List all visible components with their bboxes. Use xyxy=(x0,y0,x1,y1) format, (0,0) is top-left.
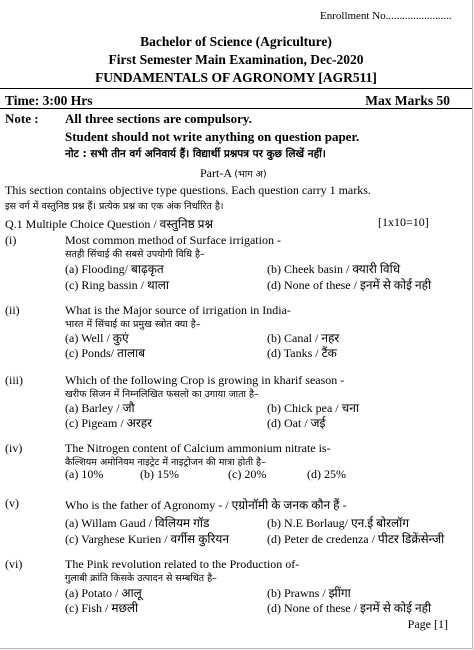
question-number: (v) xyxy=(5,496,19,510)
option-a: (a) Barley / जौ xyxy=(65,401,135,415)
question-text-hindi: कैल्शियम अमोनियम नाइट्रेट में नाइट्रोजन की मात्रा होती है– xyxy=(65,457,266,468)
note-label: Note : xyxy=(5,111,39,126)
part-a-title xyxy=(200,166,267,181)
part-a-label: Part-A xyxy=(200,166,232,180)
note-line-2: Student should not write anything on question paper. xyxy=(65,129,360,144)
option-d: (d) None of these / इनमें से कोई नही xyxy=(267,601,432,615)
question-number: (iii) xyxy=(5,373,23,387)
option-a: (a) 10% xyxy=(65,467,104,481)
course-title: FUNDAMENTALS OF AGRONOMY [AGR511] xyxy=(95,70,377,85)
exam-title: First Semester Main Examination, Dec-2020 xyxy=(108,52,364,67)
enrollment-number: Enrollment No........................ xyxy=(320,10,452,22)
question-number: (iv) xyxy=(5,441,23,455)
option-b: (b) N.E Borlaug/ एन.ई बोरलॉग xyxy=(267,516,410,530)
option-d: (d) Oat / जई xyxy=(267,416,326,430)
option-a: (a) Potato / आलू xyxy=(65,586,142,600)
question-marks: [1x10=10] xyxy=(378,215,429,229)
option-c: (c) 20% xyxy=(228,467,267,481)
question-text-hindi: खरीफ सिजन में निम्नलिखित फसलो का उगाया जाता है– xyxy=(65,389,259,400)
question-text: Which of the following Crop is growing in kharif season - xyxy=(65,373,345,387)
top-rule xyxy=(0,88,472,89)
option-b: (b) Chick pea / चना xyxy=(267,401,360,415)
section-description-hindi: इस वर्ग में वस्तुनिष्ठ प्रश्न हैं। प्रत्येक प्रश्न का एक अंक निर्धारित है। xyxy=(5,201,224,212)
part-a-label-hindi: (भाग अ) xyxy=(234,169,267,180)
option-d: (d) 25% xyxy=(307,467,346,481)
question-text: What is the Major source of irrigation in India- xyxy=(65,303,291,317)
page-number: Page [1] xyxy=(407,617,448,631)
note-line-1: All three sections are compulsory. xyxy=(65,111,252,126)
option-c: (c) Ring bassin / थाला xyxy=(65,278,170,292)
max-marks: Max Marks 50 xyxy=(365,93,450,108)
option-a: (a) Willam Gaud / विलियम गॉड xyxy=(65,516,210,530)
option-c: (c) Varghese Kurien / वर्गीस कुरियन xyxy=(65,532,230,546)
question-text-hindi: भारत में सिंचाई का प्रमुख स्त्रोत क्या है– xyxy=(65,319,201,330)
question-text-hindi: गुलाबी क्रांति किसके उत्पादन से सम्बधित है– xyxy=(65,573,217,584)
question-number: (vi) xyxy=(5,557,23,571)
question-number: (ii) xyxy=(5,303,20,317)
question-heading: Q.1 Multiple Choice Question / वस्तुनिष्ठ प्रश्न xyxy=(5,217,213,231)
option-b: (b) 15% xyxy=(140,467,179,481)
question-text: The Nitrogen content of Calcium ammonium nitrate is- xyxy=(65,441,331,455)
option-b: (b) Cheek basin / क्यारी विधि xyxy=(267,262,401,276)
time-label: Time: 3:00 Hrs xyxy=(5,93,93,108)
option-c: (c) Pigeam / अरहर xyxy=(65,416,153,430)
question-text-hindi: सतही सिंचाई की सबसे उपयोगी विधि है– xyxy=(65,249,205,260)
question-text: Who is the father of Agronomy - / एग्रोनॉमी के जनक कौन हैं - xyxy=(65,498,347,512)
option-d: (d) Peter de credenza / पीटर डिक्रेंसेन्जी xyxy=(267,532,445,546)
option-b: (b) Canal / नहर xyxy=(267,331,340,345)
question-text: The Pink revolution related to the Production of- xyxy=(65,557,300,571)
question-text: Most common method of Surface irrigation - xyxy=(65,233,281,247)
option-c: (c) Fish / मछली xyxy=(65,601,139,615)
option-a: (a) Well / कुएं xyxy=(65,331,129,345)
degree-title: Bachelor of Science (Agriculture) xyxy=(140,34,332,49)
option-c: (c) Ponds/ तालाब xyxy=(65,346,146,360)
bottom-rule xyxy=(0,108,472,109)
option-d: (d) None of these / इनमें से कोई नही xyxy=(267,278,432,292)
question-number: (i) xyxy=(5,233,17,247)
option-a: (a) Flooding/ बाढ़कृत xyxy=(65,262,164,276)
section-description: This section contains objective type questions. Each question carry 1 marks. xyxy=(5,183,371,197)
note-line-3-hindi: नोट : सभी तीन वर्ग अनिवार्य हैं। विद्यार्थी प्रश्नपत्र पर कुछ लिखें नहीं। xyxy=(65,148,326,160)
option-d: (d) Tanks / टैंक xyxy=(267,346,337,360)
option-b: (b) Prawns / झींगा xyxy=(267,586,351,600)
